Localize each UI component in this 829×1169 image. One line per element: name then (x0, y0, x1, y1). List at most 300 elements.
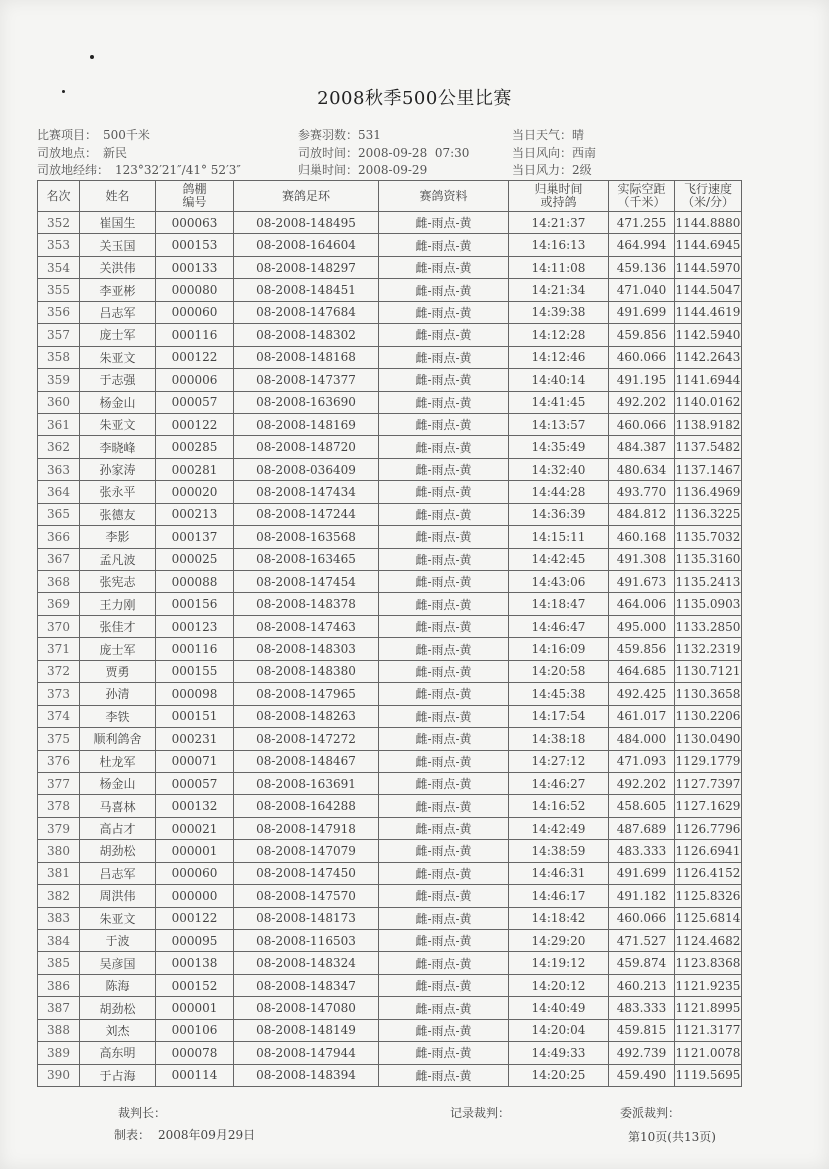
header-return-time: 归巢时间 或持鸽 (509, 181, 609, 212)
cell-speed: 1127.1629 (675, 795, 742, 817)
cell-name: 杨金山 (80, 391, 156, 413)
cell-pigeon-info: 雌-雨点-黄 (379, 638, 509, 660)
cell-return-time: 14:43:06 (509, 571, 609, 593)
cell-loft-no: 000122 (156, 413, 234, 435)
cell-rank: 371 (38, 638, 80, 660)
table-row (38, 301, 742, 323)
cell-name: 崔国生 (80, 212, 156, 234)
cell-speed: 1121.9235 (675, 974, 742, 996)
cell-loft-no: 000080 (156, 279, 234, 301)
cell-loft-no: 000116 (156, 638, 234, 660)
cell-ring: 08-2008-147377 (234, 369, 379, 391)
cell-ring: 08-2008-164288 (234, 795, 379, 817)
cell-rank: 382 (38, 885, 80, 907)
cell-distance: 471.040 (609, 279, 675, 301)
cell-name: 朱亚文 (80, 346, 156, 368)
cell-loft-no: 000122 (156, 346, 234, 368)
cell-return-time: 14:38:59 (509, 840, 609, 862)
cell-return-time: 14:13:57 (509, 413, 609, 435)
cell-distance: 491.182 (609, 885, 675, 907)
cell-ring: 08-2008-148378 (234, 593, 379, 615)
cell-pigeon-info: 雌-雨点-黄 (379, 391, 509, 413)
cell-rank: 359 (38, 369, 80, 391)
cell-rank: 360 (38, 391, 80, 413)
table-row (38, 391, 742, 413)
table-row (38, 772, 742, 794)
prepared-by (114, 1126, 255, 1143)
cell-loft-no: 000231 (156, 728, 234, 750)
cell-speed: 1126.7796 (675, 817, 742, 839)
cell-rank: 388 (38, 1019, 80, 1041)
cell-distance: 460.213 (609, 974, 675, 996)
cell-rank: 369 (38, 593, 80, 615)
table-row (38, 885, 742, 907)
cell-speed: 1130.0490 (675, 728, 742, 750)
cell-speed: 1126.4152 (675, 862, 742, 884)
cell-return-time: 14:44:28 (509, 481, 609, 503)
wind-direction-value: 西南 (572, 146, 597, 160)
cell-speed: 1119.5695 (675, 1064, 742, 1086)
cell-pigeon-info: 雌-雨点-黄 (379, 615, 509, 637)
cell-ring: 08-2008-147079 (234, 840, 379, 862)
cell-ring: 08-2008-148347 (234, 974, 379, 996)
cell-pigeon-info: 雌-雨点-黄 (379, 817, 509, 839)
cell-ring: 08-2008-147244 (234, 503, 379, 525)
cell-return-time: 14:19:12 (509, 952, 609, 974)
table-row (38, 952, 742, 974)
cell-name: 于志强 (80, 369, 156, 391)
cell-rank: 384 (38, 930, 80, 952)
cell-name: 杜龙军 (80, 750, 156, 772)
cell-name: 关洪伟 (80, 256, 156, 278)
cell-pigeon-info: 雌-雨点-黄 (379, 212, 509, 234)
cell-return-time: 14:12:46 (509, 346, 609, 368)
header-name: 姓名 (80, 181, 156, 212)
table-row (38, 526, 742, 548)
cell-return-time: 14:21:34 (509, 279, 609, 301)
table-row (38, 548, 742, 570)
cell-distance: 471.093 (609, 750, 675, 772)
cell-ring: 08-2008-147965 (234, 683, 379, 705)
cell-return-time: 14:45:38 (509, 683, 609, 705)
cell-loft-no: 000132 (156, 795, 234, 817)
cell-rank: 385 (38, 952, 80, 974)
cell-rank: 363 (38, 458, 80, 480)
table-row (38, 974, 742, 996)
cell-return-time: 14:29:20 (509, 930, 609, 952)
cell-loft-no: 000281 (156, 458, 234, 480)
cell-return-time: 14:46:47 (509, 615, 609, 637)
cell-speed: 1124.4682 (675, 930, 742, 952)
cell-rank: 379 (38, 817, 80, 839)
table-row (38, 593, 742, 615)
release-place (37, 144, 127, 161)
cell-name: 庞士军 (80, 324, 156, 346)
cell-rank: 376 (38, 750, 80, 772)
table-row (38, 458, 742, 480)
cell-rank: 373 (38, 683, 80, 705)
weather-label: 当日天气： (512, 128, 573, 142)
cell-return-time: 14:32:40 (509, 458, 609, 480)
cell-distance: 491.308 (609, 548, 675, 570)
assigned-judge: 委派裁判： (620, 1106, 681, 1120)
cell-pigeon-info: 雌-雨点-黄 (379, 548, 509, 570)
cell-ring: 08-2008-148149 (234, 1019, 379, 1041)
cell-ring: 08-2008-163568 (234, 526, 379, 548)
chief-judge: 裁判长： (118, 1106, 167, 1120)
cell-name: 胡劲松 (80, 997, 156, 1019)
table-row (38, 660, 742, 682)
cell-loft-no: 000151 (156, 705, 234, 727)
header-speed: 飞行速度 （米/分） (675, 181, 742, 212)
cell-distance: 493.770 (609, 481, 675, 503)
cell-rank: 356 (38, 301, 80, 323)
cell-pigeon-info: 雌-雨点-黄 (379, 772, 509, 794)
cell-ring: 08-2008-148173 (234, 907, 379, 929)
cell-speed: 1141.6944 (675, 369, 742, 391)
cell-speed: 1121.8995 (675, 997, 742, 1019)
cell-loft-no: 000021 (156, 817, 234, 839)
cell-speed: 1135.0903 (675, 593, 742, 615)
cell-speed: 1121.0078 (675, 1042, 742, 1064)
cell-return-time: 14:20:58 (509, 660, 609, 682)
return-time-value: 2008-09-29 (358, 163, 428, 177)
cell-speed: 1144.4619 (675, 301, 742, 323)
cell-return-time: 14:40:49 (509, 997, 609, 1019)
cell-ring: 08-2008-148720 (234, 436, 379, 458)
table-row (38, 571, 742, 593)
cell-loft-no: 000000 (156, 885, 234, 907)
cell-loft-no: 000156 (156, 593, 234, 615)
cell-loft-no: 000285 (156, 436, 234, 458)
cell-rank: 357 (38, 324, 80, 346)
cell-name: 吴彦国 (80, 952, 156, 974)
cell-ring: 08-2008-147918 (234, 817, 379, 839)
cell-pigeon-info: 雌-雨点-黄 (379, 997, 509, 1019)
cell-speed: 1144.6945 (675, 234, 742, 256)
cell-rank: 352 (38, 212, 80, 234)
cell-name: 朱亚文 (80, 907, 156, 929)
cell-ring: 08-2008-147434 (234, 481, 379, 503)
cell-name: 李铁 (80, 705, 156, 727)
header-loft-no: 鸽棚 编号 (156, 181, 234, 212)
cell-rank: 364 (38, 481, 80, 503)
cell-pigeon-info: 雌-雨点-黄 (379, 660, 509, 682)
cell-name: 周洪伟 (80, 885, 156, 907)
table-row (38, 683, 742, 705)
cell-ring: 08-2008-163691 (234, 772, 379, 794)
cell-rank: 367 (38, 548, 80, 570)
cell-pigeon-info: 雌-雨点-黄 (379, 234, 509, 256)
participants-label: 参赛羽数： (298, 128, 359, 142)
cell-pigeon-info: 雌-雨点-黄 (379, 683, 509, 705)
cell-speed: 1136.4969 (675, 481, 742, 503)
cell-distance: 460.168 (609, 526, 675, 548)
cell-loft-no: 000114 (156, 1064, 234, 1086)
results-table (37, 180, 742, 1087)
cell-pigeon-info: 雌-雨点-黄 (379, 369, 509, 391)
table-row (38, 997, 742, 1019)
cell-speed: 1132.2319 (675, 638, 742, 660)
weather (512, 126, 584, 143)
cell-pigeon-info: 雌-雨点-黄 (379, 974, 509, 996)
participants (298, 126, 381, 143)
cell-name: 马喜林 (80, 795, 156, 817)
table-row (38, 840, 742, 862)
cell-rank: 386 (38, 974, 80, 996)
cell-return-time: 14:40:14 (509, 369, 609, 391)
cell-return-time: 14:42:45 (509, 548, 609, 570)
cell-loft-no: 000137 (156, 526, 234, 548)
cell-distance: 459.874 (609, 952, 675, 974)
cell-ring: 08-2008-148168 (234, 346, 379, 368)
cell-speed: 1144.5047 (675, 279, 742, 301)
cell-speed: 1137.5482 (675, 436, 742, 458)
cell-rank: 378 (38, 795, 80, 817)
cell-pigeon-info: 雌-雨点-黄 (379, 750, 509, 772)
cell-ring: 08-2008-147684 (234, 301, 379, 323)
cell-loft-no: 000060 (156, 301, 234, 323)
scan-speck (90, 55, 94, 59)
cell-rank: 389 (38, 1042, 80, 1064)
cell-speed: 1126.6941 (675, 840, 742, 862)
cell-distance: 460.066 (609, 413, 675, 435)
cell-loft-no: 000133 (156, 256, 234, 278)
cell-distance: 491.699 (609, 862, 675, 884)
cell-rank: 362 (38, 436, 80, 458)
header-pigeon-info: 赛鸽资料 (379, 181, 509, 212)
release-coords (37, 161, 241, 178)
cell-loft-no: 000106 (156, 1019, 234, 1041)
release-coords-value: 123°32′21″/41° 52′3″ (115, 163, 241, 177)
cell-speed: 1144.5970 (675, 256, 742, 278)
cell-distance: 459.490 (609, 1064, 675, 1086)
cell-ring: 08-2008-147570 (234, 885, 379, 907)
cell-pigeon-info: 雌-雨点-黄 (379, 503, 509, 525)
cell-name: 孟凡波 (80, 548, 156, 570)
cell-return-time: 14:20:04 (509, 1019, 609, 1041)
cell-name: 朱亚文 (80, 413, 156, 435)
cell-distance: 464.006 (609, 593, 675, 615)
cell-return-time: 14:12:28 (509, 324, 609, 346)
cell-name: 张永平 (80, 481, 156, 503)
cell-ring: 08-2008-148495 (234, 212, 379, 234)
release-place-label: 司放地点： (37, 146, 98, 160)
race-item-value: 500千米 (103, 128, 150, 142)
cell-loft-no: 000057 (156, 391, 234, 413)
cell-loft-no: 000006 (156, 369, 234, 391)
cell-loft-no: 000025 (156, 548, 234, 570)
cell-return-time: 14:18:47 (509, 593, 609, 615)
cell-distance: 471.255 (609, 212, 675, 234)
cell-return-time: 14:27:12 (509, 750, 609, 772)
cell-rank: 354 (38, 256, 80, 278)
cell-name: 高占才 (80, 817, 156, 839)
cell-rank: 370 (38, 615, 80, 637)
cell-return-time: 14:21:37 (509, 212, 609, 234)
cell-return-time: 14:15:11 (509, 526, 609, 548)
cell-pigeon-info: 雌-雨点-黄 (379, 279, 509, 301)
cell-return-time: 14:18:42 (509, 907, 609, 929)
cell-pigeon-info: 雌-雨点-黄 (379, 481, 509, 503)
cell-loft-no: 000095 (156, 930, 234, 952)
cell-loft-no: 000153 (156, 234, 234, 256)
cell-name: 于波 (80, 930, 156, 952)
release-coords-label: 司放地经纬： (37, 163, 110, 177)
cell-loft-no: 000071 (156, 750, 234, 772)
table-row (38, 503, 742, 525)
cell-pigeon-info: 雌-雨点-黄 (379, 346, 509, 368)
cell-loft-no: 000001 (156, 840, 234, 862)
table-header-row (38, 181, 742, 212)
cell-pigeon-info: 雌-雨点-黄 (379, 885, 509, 907)
cell-return-time: 14:46:31 (509, 862, 609, 884)
page-title: 2008秋季500公里比赛 (317, 88, 512, 109)
cell-speed: 1135.3160 (675, 548, 742, 570)
cell-return-time: 14:35:49 (509, 436, 609, 458)
cell-ring: 08-2008-147454 (234, 571, 379, 593)
cell-name: 庞士军 (80, 638, 156, 660)
cell-ring: 08-2008-148467 (234, 750, 379, 772)
cell-distance: 464.685 (609, 660, 675, 682)
cell-ring: 08-2008-116503 (234, 930, 379, 952)
cell-loft-no: 000060 (156, 862, 234, 884)
cell-distance: 460.066 (609, 346, 675, 368)
cell-name: 胡劲松 (80, 840, 156, 862)
table-row (38, 436, 742, 458)
cell-pigeon-info: 雌-雨点-黄 (379, 1064, 509, 1086)
cell-speed: 1133.2850 (675, 615, 742, 637)
cell-name: 张德友 (80, 503, 156, 525)
cell-return-time: 14:16:13 (509, 234, 609, 256)
cell-loft-no: 000088 (156, 571, 234, 593)
cell-loft-no: 000123 (156, 615, 234, 637)
cell-return-time: 14:16:09 (509, 638, 609, 660)
cell-distance: 487.689 (609, 817, 675, 839)
table-row (38, 369, 742, 391)
cell-rank: 365 (38, 503, 80, 525)
table-row (38, 638, 742, 660)
cell-distance: 459.815 (609, 1019, 675, 1041)
cell-ring: 08-2008-148303 (234, 638, 379, 660)
cell-return-time: 14:41:45 (509, 391, 609, 413)
cell-distance: 495.000 (609, 615, 675, 637)
cell-name: 刘杰 (80, 1019, 156, 1041)
cell-ring: 08-2008-147463 (234, 615, 379, 637)
table-row (38, 481, 742, 503)
cell-return-time: 14:46:27 (509, 772, 609, 794)
cell-speed: 1140.0162 (675, 391, 742, 413)
cell-rank: 366 (38, 526, 80, 548)
cell-name: 顺利鸽舍 (80, 728, 156, 750)
page-info: 第10页(共13页) (628, 1130, 716, 1144)
cell-return-time: 14:39:38 (509, 301, 609, 323)
cell-distance: 491.673 (609, 571, 675, 593)
cell-rank: 383 (38, 907, 80, 929)
cell-name: 李亚彬 (80, 279, 156, 301)
cell-loft-no: 000098 (156, 683, 234, 705)
cell-speed: 1136.3225 (675, 503, 742, 525)
cell-rank: 358 (38, 346, 80, 368)
cell-loft-no: 000001 (156, 997, 234, 1019)
header-distance: 实际空距 （千米） (609, 181, 675, 212)
table-row (38, 907, 742, 929)
table-row (38, 1064, 742, 1086)
release-time-value: 2008-09-28 07:30 (358, 146, 470, 160)
cell-return-time: 14:20:12 (509, 974, 609, 996)
cell-distance: 459.136 (609, 256, 675, 278)
cell-distance: 492.425 (609, 683, 675, 705)
cell-ring: 08-2008-147450 (234, 862, 379, 884)
return-time-label: 归巢时间： (298, 163, 359, 177)
cell-name: 孙清 (80, 683, 156, 705)
cell-rank: 380 (38, 840, 80, 862)
cell-name: 吕志军 (80, 301, 156, 323)
cell-name: 李晓峰 (80, 436, 156, 458)
cell-rank: 381 (38, 862, 80, 884)
cell-pigeon-info: 雌-雨点-黄 (379, 795, 509, 817)
release-time-label: 司放时间： (298, 146, 359, 160)
cell-ring: 08-2008-148380 (234, 660, 379, 682)
cell-loft-no: 000078 (156, 1042, 234, 1064)
cell-ring: 08-2008-148302 (234, 324, 379, 346)
table-row (38, 324, 742, 346)
cell-pigeon-info: 雌-雨点-黄 (379, 301, 509, 323)
cell-distance: 480.634 (609, 458, 675, 480)
table-row (38, 817, 742, 839)
race-item-label: 比赛项目： (37, 128, 98, 142)
cell-distance: 491.699 (609, 301, 675, 323)
cell-return-time: 14:42:49 (509, 817, 609, 839)
cell-pigeon-info: 雌-雨点-黄 (379, 324, 509, 346)
cell-speed: 1138.9182 (675, 413, 742, 435)
cell-pigeon-info: 雌-雨点-黄 (379, 930, 509, 952)
cell-loft-no: 000020 (156, 481, 234, 503)
weather-value: 晴 (572, 128, 585, 142)
cell-loft-no: 000213 (156, 503, 234, 525)
cell-ring: 08-2008-148451 (234, 279, 379, 301)
cell-name: 高东明 (80, 1042, 156, 1064)
cell-name: 吕志军 (80, 862, 156, 884)
cell-ring: 08-2008-163690 (234, 391, 379, 413)
cell-distance: 483.333 (609, 840, 675, 862)
cell-speed: 1125.8326 (675, 885, 742, 907)
cell-speed: 1123.8368 (675, 952, 742, 974)
cell-distance: 459.856 (609, 324, 675, 346)
race-item (37, 126, 150, 143)
cell-distance: 459.856 (609, 638, 675, 660)
cell-loft-no: 000057 (156, 772, 234, 794)
participants-value: 531 (358, 128, 381, 142)
cell-distance: 471.527 (609, 930, 675, 952)
cell-name: 王力刚 (80, 593, 156, 615)
cell-pigeon-info: 雌-雨点-黄 (379, 436, 509, 458)
cell-return-time: 14:36:39 (509, 503, 609, 525)
cell-pigeon-info: 雌-雨点-黄 (379, 413, 509, 435)
table-row (38, 615, 742, 637)
wind-force-value: 2级 (572, 163, 592, 177)
cell-ring: 08-2008-036409 (234, 458, 379, 480)
header-rank: 名次 (38, 181, 80, 212)
table-row (38, 1042, 742, 1064)
cell-pigeon-info: 雌-雨点-黄 (379, 526, 509, 548)
cell-return-time: 14:49:33 (509, 1042, 609, 1064)
cell-distance: 492.202 (609, 772, 675, 794)
release-place-value: 新民 (103, 146, 128, 160)
table-row (38, 234, 742, 256)
cell-name: 杨金山 (80, 772, 156, 794)
cell-distance: 484.812 (609, 503, 675, 525)
